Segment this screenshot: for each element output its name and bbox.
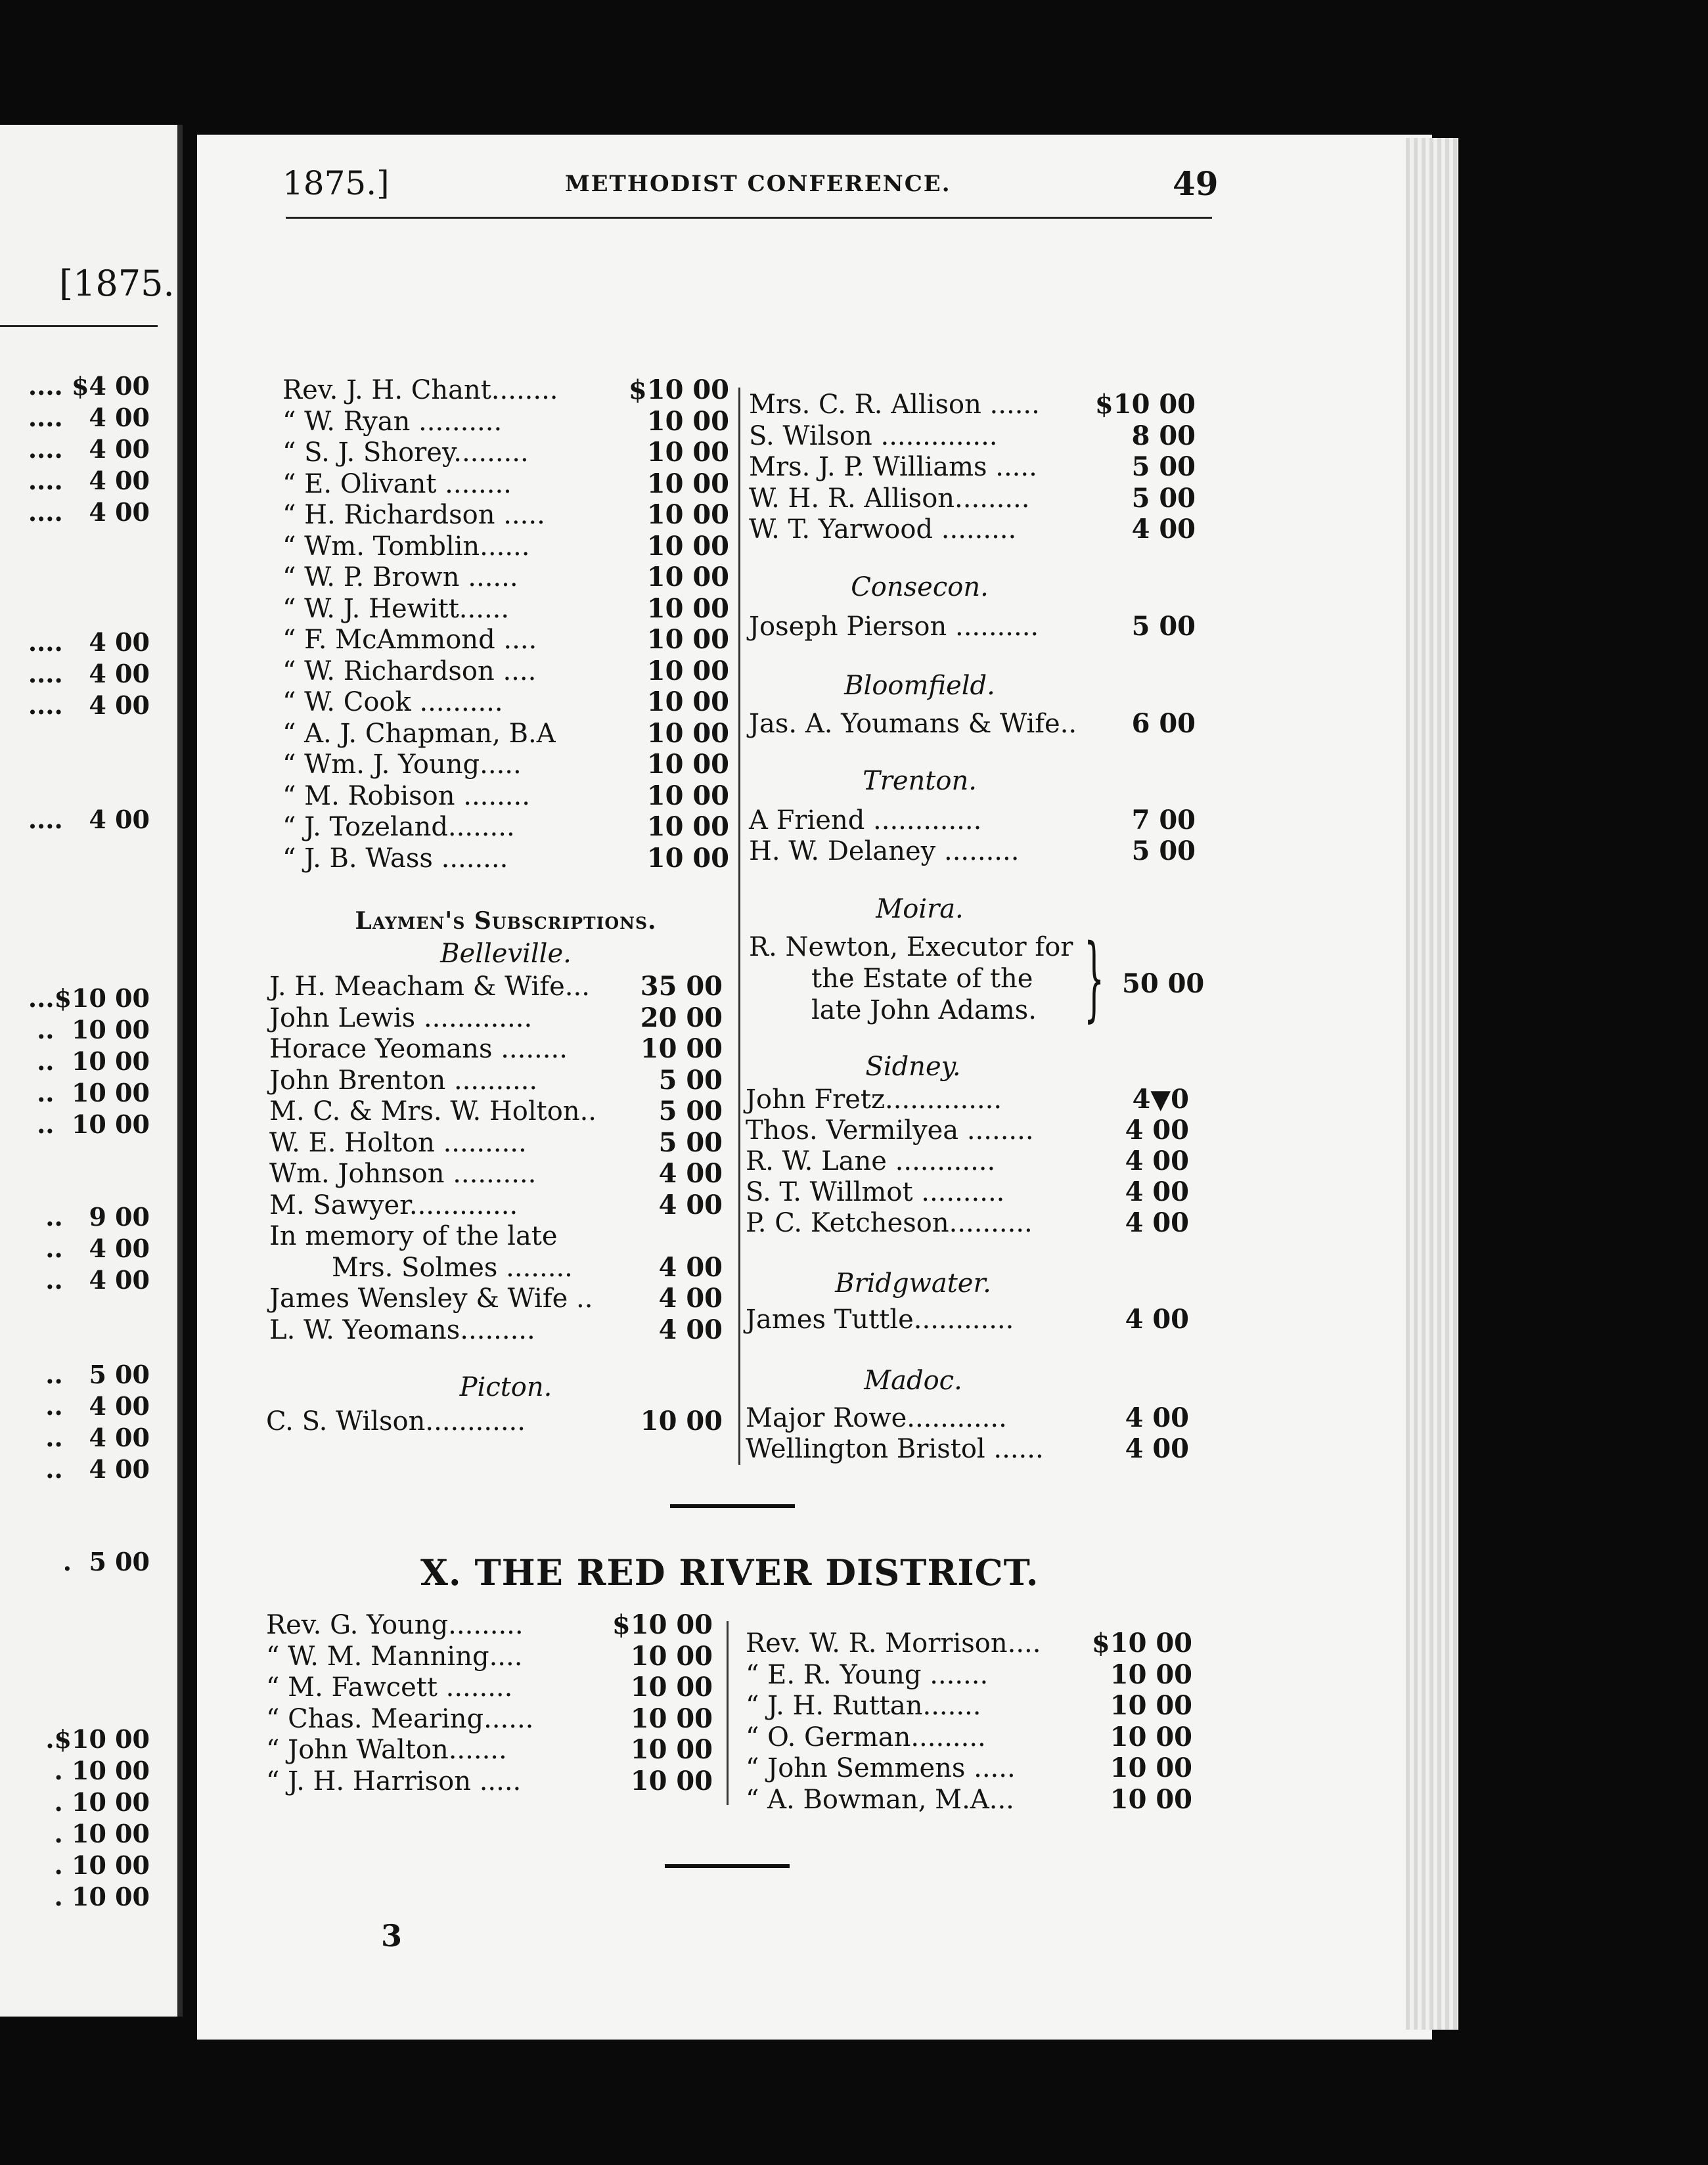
belleville-row [269,1252,723,1283]
donor-row [749,708,1196,740]
entry-amount: 10 00 [646,624,729,655]
left-amount: .. 4 00 [45,1454,150,1484]
district-divider [727,1621,729,1805]
entry-amount: 10 00 [630,1640,713,1672]
district-right-row [746,1628,1192,1659]
left-amount: .. 4 00 [45,1234,150,1263]
entry-amount: 10 00 [1110,1659,1192,1690]
entry-amount: 35 00 [640,971,723,1002]
section-place: Bloomfield. [844,671,995,701]
entry-name: “ E. R. Young ....... [746,1659,989,1690]
brace: } [1084,925,1105,1032]
entry-name: “ W. Cook .......... [282,687,503,717]
belleville-row [269,1283,723,1314]
left-amount: .... 4 00 [28,659,150,688]
minister-row [282,843,729,874]
entry-name: C. S. Wilson............ [266,1406,526,1437]
section-place: Bridgwater. [835,1268,991,1299]
left-amount: . 10 00 [54,1882,150,1911]
entry-amount: 10 00 [646,717,729,749]
entry-name: Mrs. J. P. Williams ..... [749,452,1037,482]
picton-row [266,1406,723,1437]
entry-name: Mrs. C. R. Allison ...... [749,390,1040,420]
donor-row [746,1176,1189,1208]
section-place: Sidney. [865,1052,961,1082]
section-place: Consecon. [851,572,989,602]
section-rule [670,1504,795,1508]
entry-amount: 4 00 [1125,1433,1189,1464]
entry-amount: $10 00 [612,1609,713,1640]
donor-row [749,483,1196,514]
entry-amount: 4 00 [1125,1304,1189,1335]
left-amount: .... $4 00 [28,371,150,401]
entry-name: Horace Yeomans ........ [269,1034,568,1064]
entry-amount: 10 00 [646,655,729,686]
entry-amount: 10 00 [646,749,729,780]
moira-amount: 50 00 [1122,968,1205,999]
entry-amount: 10 00 [630,1672,713,1703]
entry-name: M. Sawyer............. [269,1190,518,1220]
entry-amount: $10 00 [1091,1628,1192,1659]
minister-row [282,656,729,687]
entry-amount: 10 00 [646,499,729,530]
minister-row [282,499,729,531]
entry-amount: 4 00 [1131,514,1196,545]
donor-row [746,1304,1189,1335]
left-amount: . 5 00 [62,1547,150,1576]
entry-amount: 4 00 [1125,1115,1189,1146]
minister-row [282,468,729,500]
entry-amount: 4 00 [658,1158,723,1189]
minister-row [282,562,729,593]
donor-row [749,836,1196,867]
district-left-row [266,1703,713,1735]
left-amount: .. 10 00 [37,1109,150,1139]
entry-amount: 10 00 [646,686,729,717]
entry-amount: 10 00 [630,1703,713,1734]
entry-name: “ John Semmens ..... [746,1753,1016,1783]
left-amount: .... 4 00 [28,434,150,464]
entry-name: R. W. Lane ............ [746,1146,996,1176]
entry-amount: 4 00 [658,1251,723,1283]
left-amount: .. 4 00 [45,1423,150,1452]
entry-name: “ Wm. Tomblin...... [282,531,530,562]
entry-name: Thos. Vermilyea ........ [746,1115,1034,1146]
moira-line-1: R. Newton, Executor for [749,932,1073,962]
entry-amount: 8 00 [1131,420,1196,451]
moira-line-2: the Estate of the [811,964,1033,994]
left-amount: .. 10 00 [37,1015,150,1044]
entry-amount: 6 00 [1131,708,1196,739]
entry-name: Rev. W. R. Morrison.... [746,1628,1041,1659]
entry-name: “ Wm. J. Young..... [282,749,522,780]
district-right-row [746,1722,1192,1753]
minister-row [282,749,729,780]
entry-amount: 4 00 [658,1283,723,1314]
signature-mark: 3 [381,1918,403,1953]
donor-row [749,451,1196,483]
donor-row [746,1433,1189,1465]
district-left-row [266,1766,713,1797]
entry-name: “ J. B. Wass ........ [282,843,508,874]
entry-amount: 4 00 [1125,1207,1189,1238]
minister-row [282,531,729,562]
entry-amount: 10 00 [1110,1690,1192,1721]
left-amount: . 10 00 [54,1787,150,1817]
entry-amount: 10 00 [1110,1721,1192,1752]
header-year: 1875.] [282,164,390,202]
entry-name: “ W. Richardson .... [282,656,537,686]
minister-row [282,718,729,749]
entry-name: M. C. & Mrs. W. Holton.. [269,1096,597,1127]
donor-row [749,611,1196,642]
entry-amount: 4 00 [1125,1402,1189,1433]
donor-row [749,514,1196,545]
minister-row [282,624,729,656]
minister-row [282,374,729,406]
belleville-row [269,1096,723,1127]
minister-row [282,811,729,843]
entry-name: W. T. Yarwood ......... [749,514,1017,545]
entry-name: J. H. Meacham & Wife... [269,971,590,1002]
entry-name: “ J. H. Ruttan....... [746,1691,981,1721]
entry-name: In memory of the late [269,1221,558,1251]
left-amount: .... 4 00 [28,627,150,657]
section-moira: Moira. [876,894,964,924]
belleville-row [269,1065,723,1096]
left-amount: ...$10 00 [28,983,150,1013]
belleville-row [269,1002,723,1034]
entry-name: John Fretz.............. [746,1084,1002,1115]
left-amount: .... 4 00 [28,466,150,495]
entry-name: A Friend ............. [749,805,982,836]
entry-amount: 4▼0 [1132,1084,1189,1115]
entry-amount: 10 00 [646,405,729,437]
left-amount: .... 4 00 [28,690,150,720]
left-amount: .. 4 00 [45,1391,150,1421]
entry-amount: 10 00 [640,1406,723,1437]
entry-name: Rev. G. Young......... [266,1610,524,1640]
entry-name: “ M. Fawcett ........ [266,1672,513,1703]
entry-name: “ E. Olivant ........ [282,468,512,499]
left-amount: .... 4 00 [28,805,150,834]
entry-name: Joseph Pierson .......... [749,612,1039,642]
belleville-row [269,1127,723,1159]
left-amount: .$10 00 [45,1724,150,1754]
entry-name: L. W. Yeomans......... [269,1314,535,1345]
district-left-row [266,1734,713,1766]
entry-amount: $10 00 [628,374,729,405]
entry-amount: 4 00 [658,1314,723,1345]
entry-amount: 10 00 [646,530,729,562]
donor-row [746,1084,1189,1115]
entry-name: “ W. Ryan .......... [282,406,503,437]
entry-amount: 10 00 [646,562,729,592]
end-rule [665,1864,790,1868]
entry-amount: 10 00 [646,592,729,624]
section-place: Trenton. [863,766,977,796]
entry-amount: 10 00 [630,1734,713,1765]
donor-row [746,1207,1189,1239]
district-left-row [266,1641,713,1672]
entry-amount: 10 00 [646,468,729,499]
entry-name: “ O. German......... [746,1722,986,1752]
entry-name: “ W. P. Brown ...... [282,562,518,592]
left-amount: .. 9 00 [45,1202,150,1232]
belleville-row [269,1314,723,1346]
entry-name: Rev. J. H. Chant........ [282,375,558,405]
donor-row [749,389,1196,420]
district-left-row [266,1672,713,1703]
entry-amount: $10 00 [1094,389,1196,420]
left-amount: .. 10 00 [37,1046,150,1076]
header-title: METHODIST CONFERENCE. [565,171,951,197]
entry-name: P. C. Ketcheson.......... [746,1208,1033,1238]
entry-amount: 10 00 [646,780,729,811]
donor-row [746,1146,1189,1177]
entry-amount: 5 00 [1131,611,1196,642]
entry-name: James Wensley & Wife .. [269,1283,593,1314]
entry-name: S. Wilson .............. [749,420,998,451]
minister-row [282,406,729,437]
entry-name: Major Rowe............ [746,1403,1007,1433]
entry-name: “ S. J. Shorey......... [282,437,529,468]
left-amount: . 10 00 [54,1756,150,1785]
entry-name: Wellington Bristol ...... [746,1434,1044,1464]
entry-name: W. H. R. Allison......... [749,483,1030,514]
donor-row [746,1115,1189,1146]
belleville-row [269,1220,723,1252]
left-page-year: [1875. [59,263,175,304]
entry-amount: 10 00 [1110,1752,1192,1783]
column-divider [738,388,740,1465]
entry-amount: 5 00 [658,1064,723,1096]
entry-amount: 5 00 [1131,836,1196,866]
minister-row [282,686,729,718]
district-right-row [746,1784,1192,1816]
entry-amount: 5 00 [658,1096,723,1127]
entry-amount: 10 00 [646,437,729,468]
entry-name: “ J. Tozeland........ [282,812,515,842]
district-title: X. THE RED RIVER DISTRICT. [420,1551,1039,1594]
left-amount: . 10 00 [54,1850,150,1880]
entry-name: John Lewis ............. [269,1002,533,1033]
belleville-row [269,1033,723,1065]
entry-name: H. W. Delaney ......... [749,836,1020,866]
belleville-row [269,971,723,1002]
section-picton: Picton. [459,1372,552,1402]
laymen-heading: Laymen's Subscriptions. [355,907,657,935]
entry-name: “ F. McAmmond .... [282,625,537,655]
page-number: 49 [1173,164,1219,203]
belleville-row [269,1158,723,1190]
entry-name: S. T. Willmot .......... [746,1177,1005,1207]
entry-name: Jas. A. Youmans & Wife.. [749,709,1077,739]
donor-row [749,420,1196,452]
left-header-rule [0,325,158,327]
minister-row [282,780,729,812]
header-rule [286,217,1212,219]
district-right-row [746,1752,1192,1784]
entry-name: John Brenton .......... [269,1065,538,1096]
entry-name: James Tuttle............ [746,1305,1014,1335]
entry-name: “ W. M. Manning.... [266,1641,523,1672]
entry-amount: 7 00 [1131,805,1196,836]
entry-amount: 10 00 [640,1033,723,1064]
entry-name: “ W. J. Hewitt...... [282,593,510,624]
left-amount: .... 4 00 [28,403,150,432]
entry-amount: 20 00 [640,1002,723,1033]
entry-name: Wm. Johnson .......... [269,1159,537,1189]
entry-amount: 10 00 [646,811,729,842]
left-amount: .. 4 00 [45,1265,150,1295]
entry-name: Mrs. Solmes ........ [332,1252,573,1283]
entry-name: W. E. Holton .......... [269,1127,527,1158]
entry-name: “ A. J. Chapman, B.A [282,718,556,749]
moira-entry [749,931,1090,1026]
minister-row [282,437,729,468]
section-belleville: Belleville. [440,939,572,969]
entry-amount: 4 00 [1125,1176,1189,1207]
page-edges [1406,138,1458,2030]
donor-row [746,1402,1189,1434]
entry-name: “ M. Robison ........ [282,780,530,811]
section-place: Madoc. [864,1366,962,1396]
district-right-row [746,1690,1192,1722]
belleville-row [269,1190,723,1221]
entry-amount: 10 00 [630,1765,713,1797]
minister-row [282,593,729,625]
left-amount: . 10 00 [54,1819,150,1848]
entry-amount: 5 00 [658,1127,723,1158]
left-amount: .. 10 00 [37,1078,150,1107]
district-right-row [746,1659,1192,1691]
entry-name: “ A. Bowman, M.A... [746,1784,1014,1815]
entry-name: “ John Walton....... [266,1735,507,1765]
entry-name: “ Chas. Mearing...... [266,1703,534,1734]
entry-name: “ H. Richardson ..... [282,500,545,530]
entry-amount: 5 00 [1131,482,1196,514]
entry-amount: 10 00 [646,842,729,874]
donor-row [749,805,1196,836]
left-amount: .... 4 00 [28,497,150,527]
entry-amount: 4 00 [1125,1146,1189,1176]
entry-amount: 10 00 [1110,1783,1192,1815]
entry-name: “ J. H. Harrison ..... [266,1766,522,1797]
entry-amount: 4 00 [658,1189,723,1220]
moira-line-3: late John Adams. [811,995,1037,1025]
district-left-row [266,1609,713,1641]
left-amount: .. 5 00 [45,1360,150,1389]
left-page-fragment [0,125,183,2017]
entry-amount: 5 00 [1131,451,1196,482]
